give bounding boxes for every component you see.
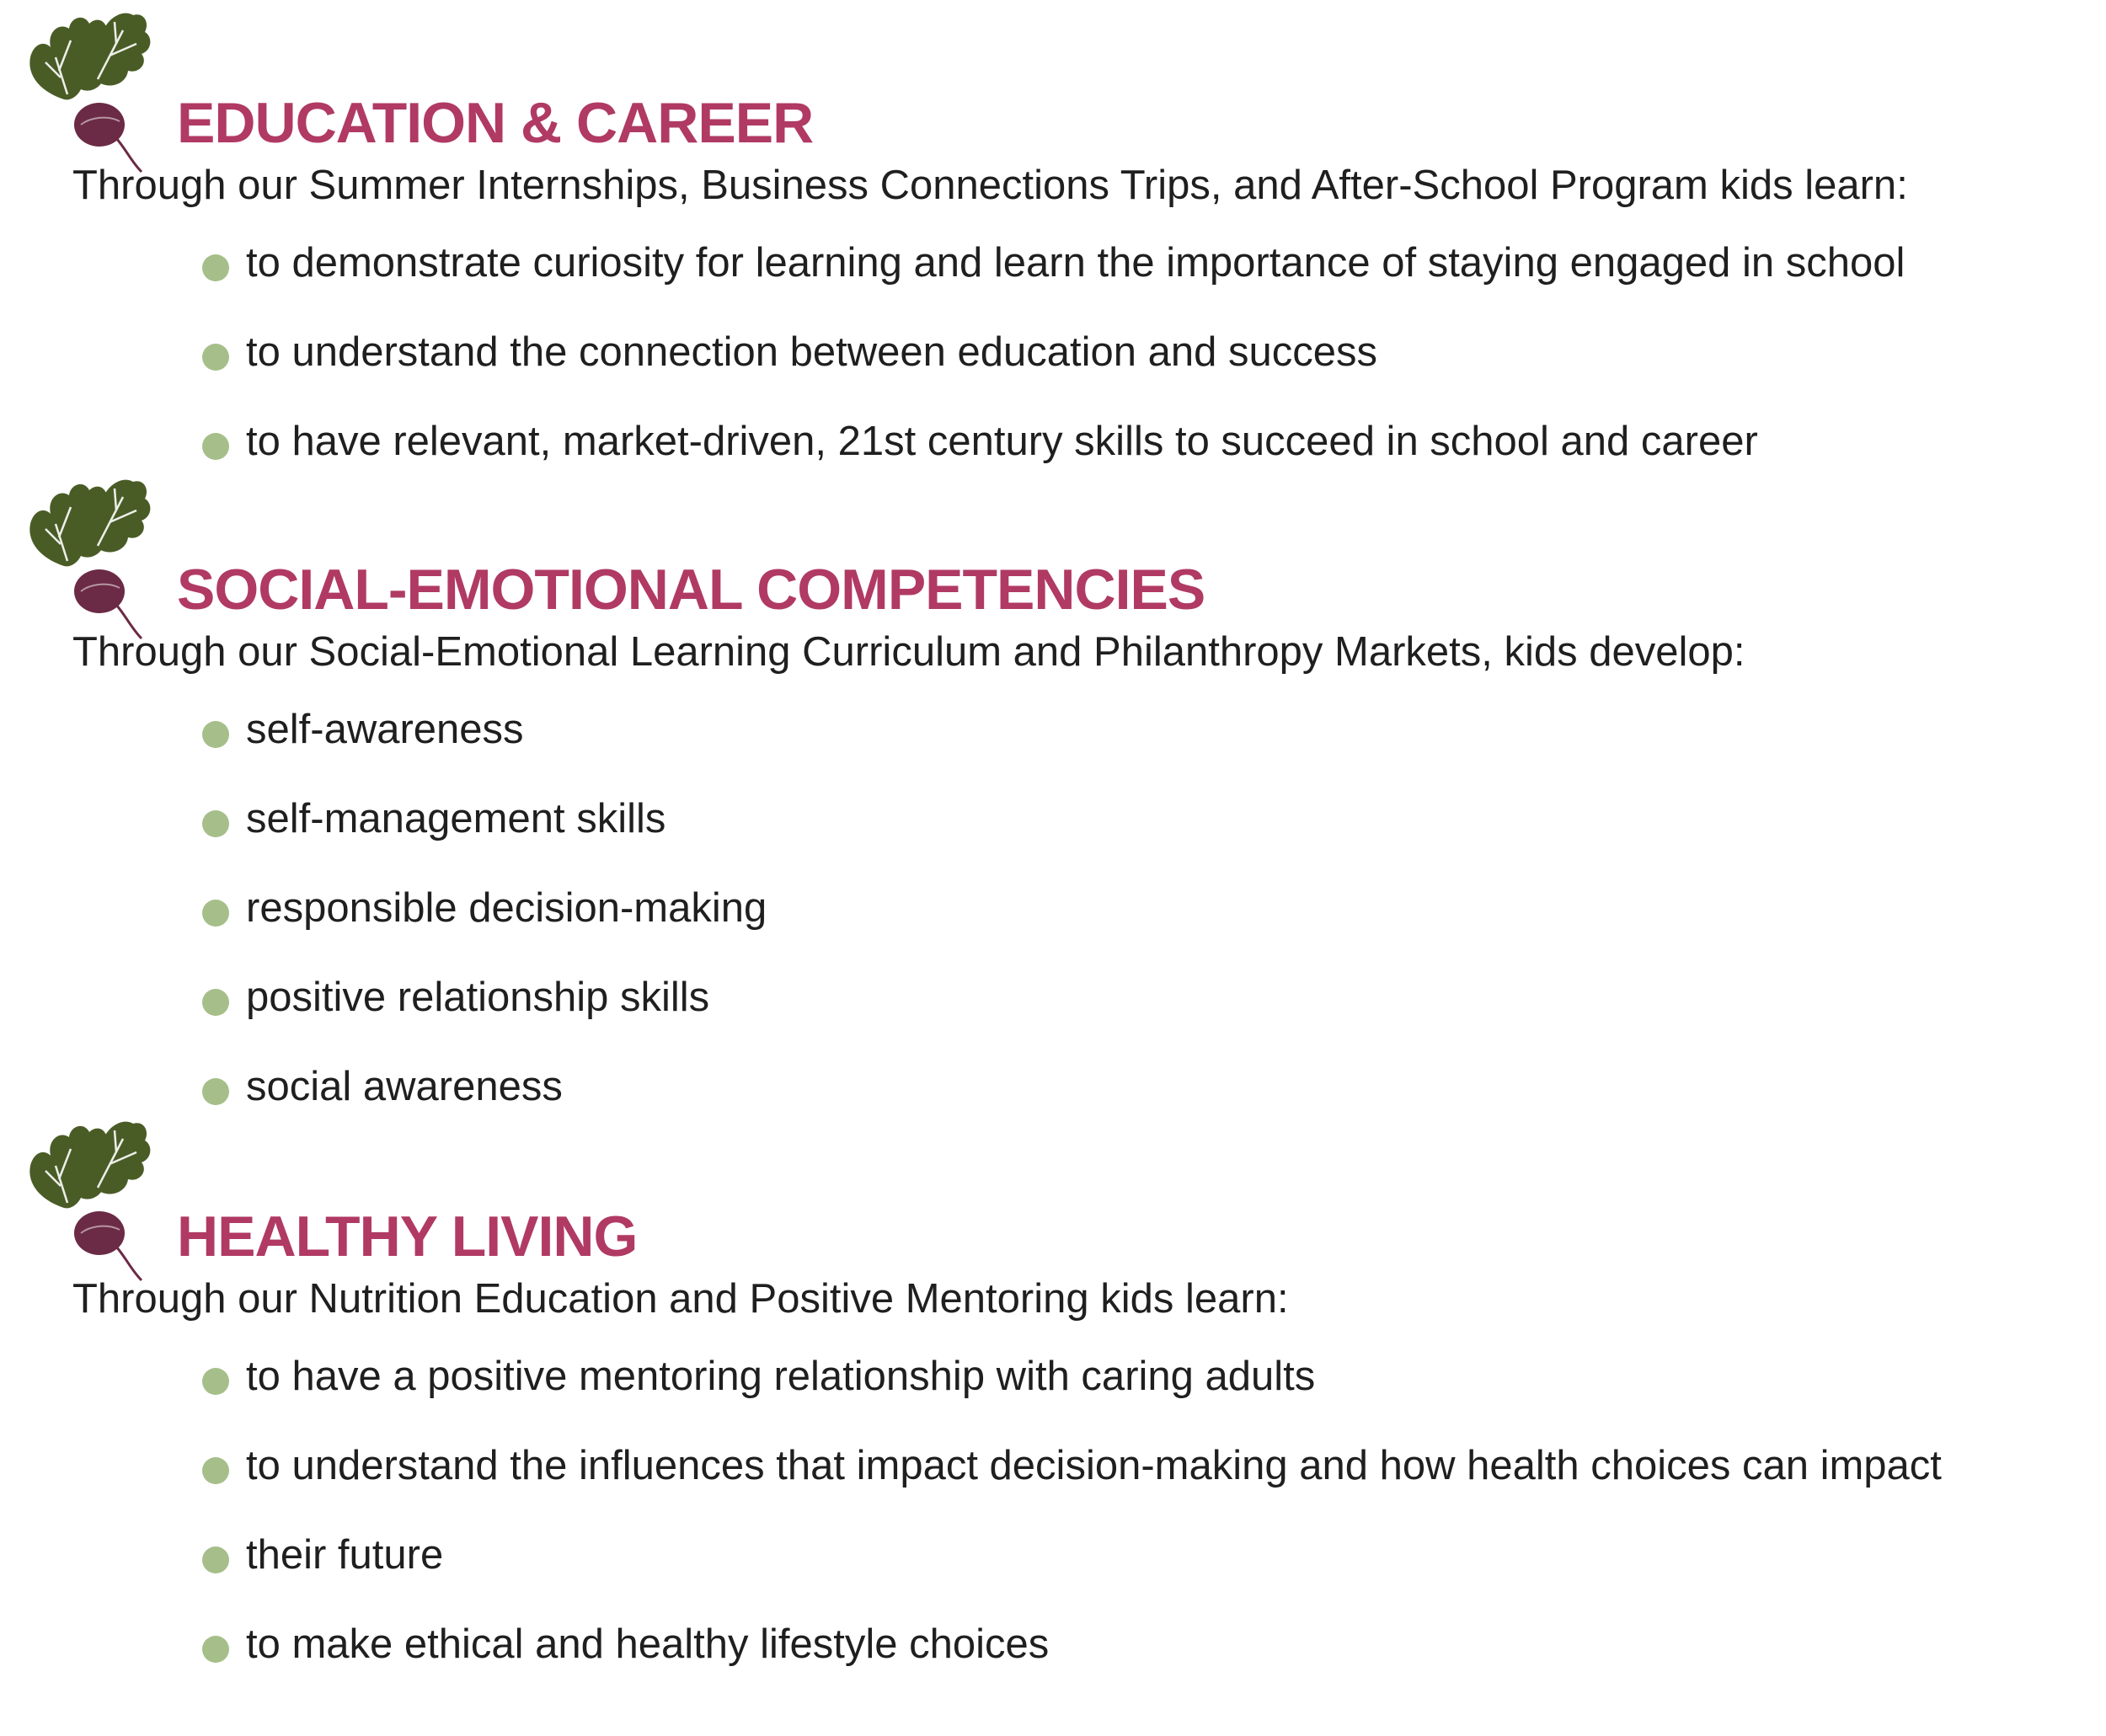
section-title: EDUCATION & CAREER — [177, 91, 814, 155]
section-title: SOCIAL-EMOTIONAL COMPETENCIES — [177, 558, 1205, 622]
list-item-text: to understand the connection between education and success — [246, 329, 1378, 375]
list-item — [0, 1532, 1942, 1624]
bullet-icon — [202, 254, 229, 281]
section-title: HEALTHY LIVING — [177, 1205, 638, 1269]
list-item — [0, 1621, 1942, 1713]
beet-icon — [22, 473, 157, 642]
list-item — [0, 240, 1906, 332]
bullet-icon — [202, 1546, 229, 1573]
bullet-icon — [202, 721, 229, 748]
list-item-text: to make ethical and healthy lifestyle choices — [246, 1621, 1050, 1667]
list-item — [0, 709, 767, 799]
section-intro: Through our Social-Emotional Learning Curriculum and Philanthropy Markets, kids develop: — [72, 629, 1745, 675]
list-item-text: their future — [246, 1532, 444, 1578]
list-item-text: to have a positive mentoring relationship with caring adults — [246, 1354, 1316, 1399]
list-item — [0, 796, 767, 888]
bullet-icon — [202, 1078, 229, 1105]
section-intro: Through our Summer Internships, Business Connections Trips, and After-School Program kids learn: — [72, 163, 1908, 208]
bullet-icon — [202, 1636, 229, 1663]
list-item-text: self-awareness — [246, 707, 524, 752]
bullet-icon — [202, 1457, 229, 1484]
list-item — [0, 421, 1905, 510]
list-item-text: social awareness — [246, 1064, 563, 1109]
beet-icon — [22, 1115, 157, 1284]
bullet-icon — [202, 810, 229, 837]
list-item — [0, 1445, 1942, 1535]
list-item — [0, 885, 767, 977]
list-item — [0, 1356, 1942, 1445]
bullet-list — [0, 240, 1906, 510]
list-item-text: self-management skills — [246, 796, 666, 841]
list-item — [0, 329, 1905, 421]
list-item-text: responsible decision-making — [246, 885, 767, 931]
bullet-icon — [202, 900, 229, 927]
list-item-text: to demonstrate curiosity for learning and learn the importance of staying engaged in school — [246, 240, 1906, 286]
list-item — [0, 977, 767, 1066]
bullet-icon — [202, 989, 229, 1016]
list-item-text: to have relevant, market-driven, 21st century skills to succeed in school and career — [246, 419, 1758, 464]
bullet-icon — [202, 344, 229, 371]
bullet-list — [0, 709, 767, 1156]
bullet-icon — [202, 1368, 229, 1395]
list-item-text: positive relationship skills — [246, 975, 710, 1020]
bullet-list — [0, 1356, 1942, 1713]
beet-icon — [22, 7, 157, 175]
section-intro: Through our Nutrition Education and Positive Mentoring kids learn: — [72, 1276, 1289, 1322]
list-item-text: to understand the influences that impact decision-making and how health choices can impact — [246, 1443, 1942, 1488]
bullet-icon — [202, 433, 229, 460]
